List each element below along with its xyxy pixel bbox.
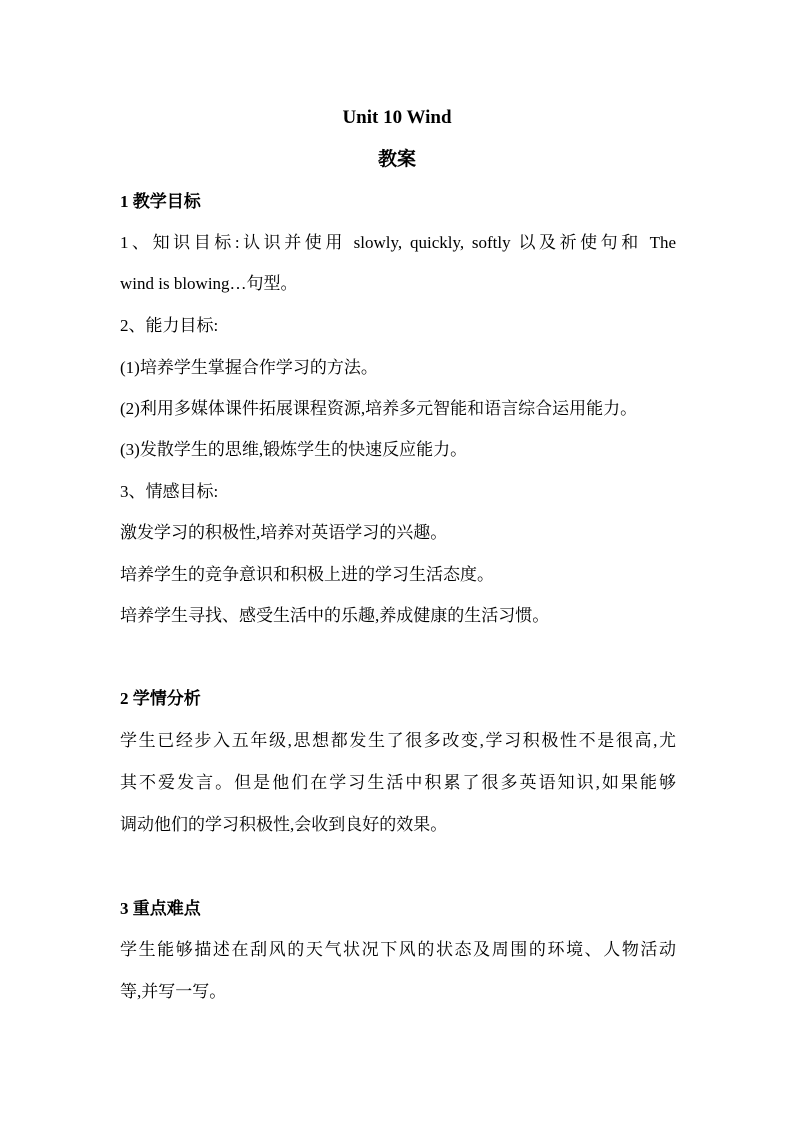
document-subtitle: 教案: [377, 149, 416, 170]
document-title: Unit 10 Wind: [342, 107, 452, 128]
section-heading-analysis: 2 学情分析: [120, 689, 201, 708]
paragraph-line: wind is blowing…句型。: [120, 274, 298, 293]
paragraph-line: 学生能够描述在刮风的天气状况下风的状态及周围的环境、人物活动: [120, 940, 676, 959]
paragraph-line: 学生已经步入五年级,思想都发生了很多改变,学习积极性不是很高,尤: [120, 731, 676, 750]
paragraph-line: 2、能力目标:: [120, 316, 219, 335]
paragraph-line: 培养学生的竞争意识和积极上进的学习生活态度。: [120, 565, 494, 584]
paragraph-line: 1、知识目标:认识并使用 slowly, quickly, softly 以及祈使句和 The: [120, 233, 676, 252]
paragraph-line: 调动他们的学习积极性,会收到良好的效果。: [120, 815, 448, 834]
paragraph-line: (1)培养学生掌握合作学习的方法。: [120, 358, 378, 377]
section-heading-objectives: 1 教学目标: [120, 192, 201, 211]
paragraph-line: 等,并写一写。: [120, 982, 227, 1001]
paragraph-line: (3)发散学生的思维,锻炼学生的快速反应能力。: [120, 440, 468, 459]
paragraph-line: 其不爱发言。但是他们在学习生活中积累了很多英语知识,如果能够: [120, 773, 676, 792]
paragraph-line: 培养学生寻找、感受生活中的乐趣,养成健康的生活习惯。: [120, 606, 550, 625]
section-heading-key-points: 3 重点难点: [120, 899, 201, 918]
paragraph-line: (2)利用多媒体课件拓展课程资源,培养多元智能和语言综合运用能力。: [120, 399, 638, 418]
paragraph-line: 3、情感目标:: [120, 482, 219, 501]
paragraph-line: 激发学习的积极性,培养对英语学习的兴趣。: [120, 523, 448, 542]
